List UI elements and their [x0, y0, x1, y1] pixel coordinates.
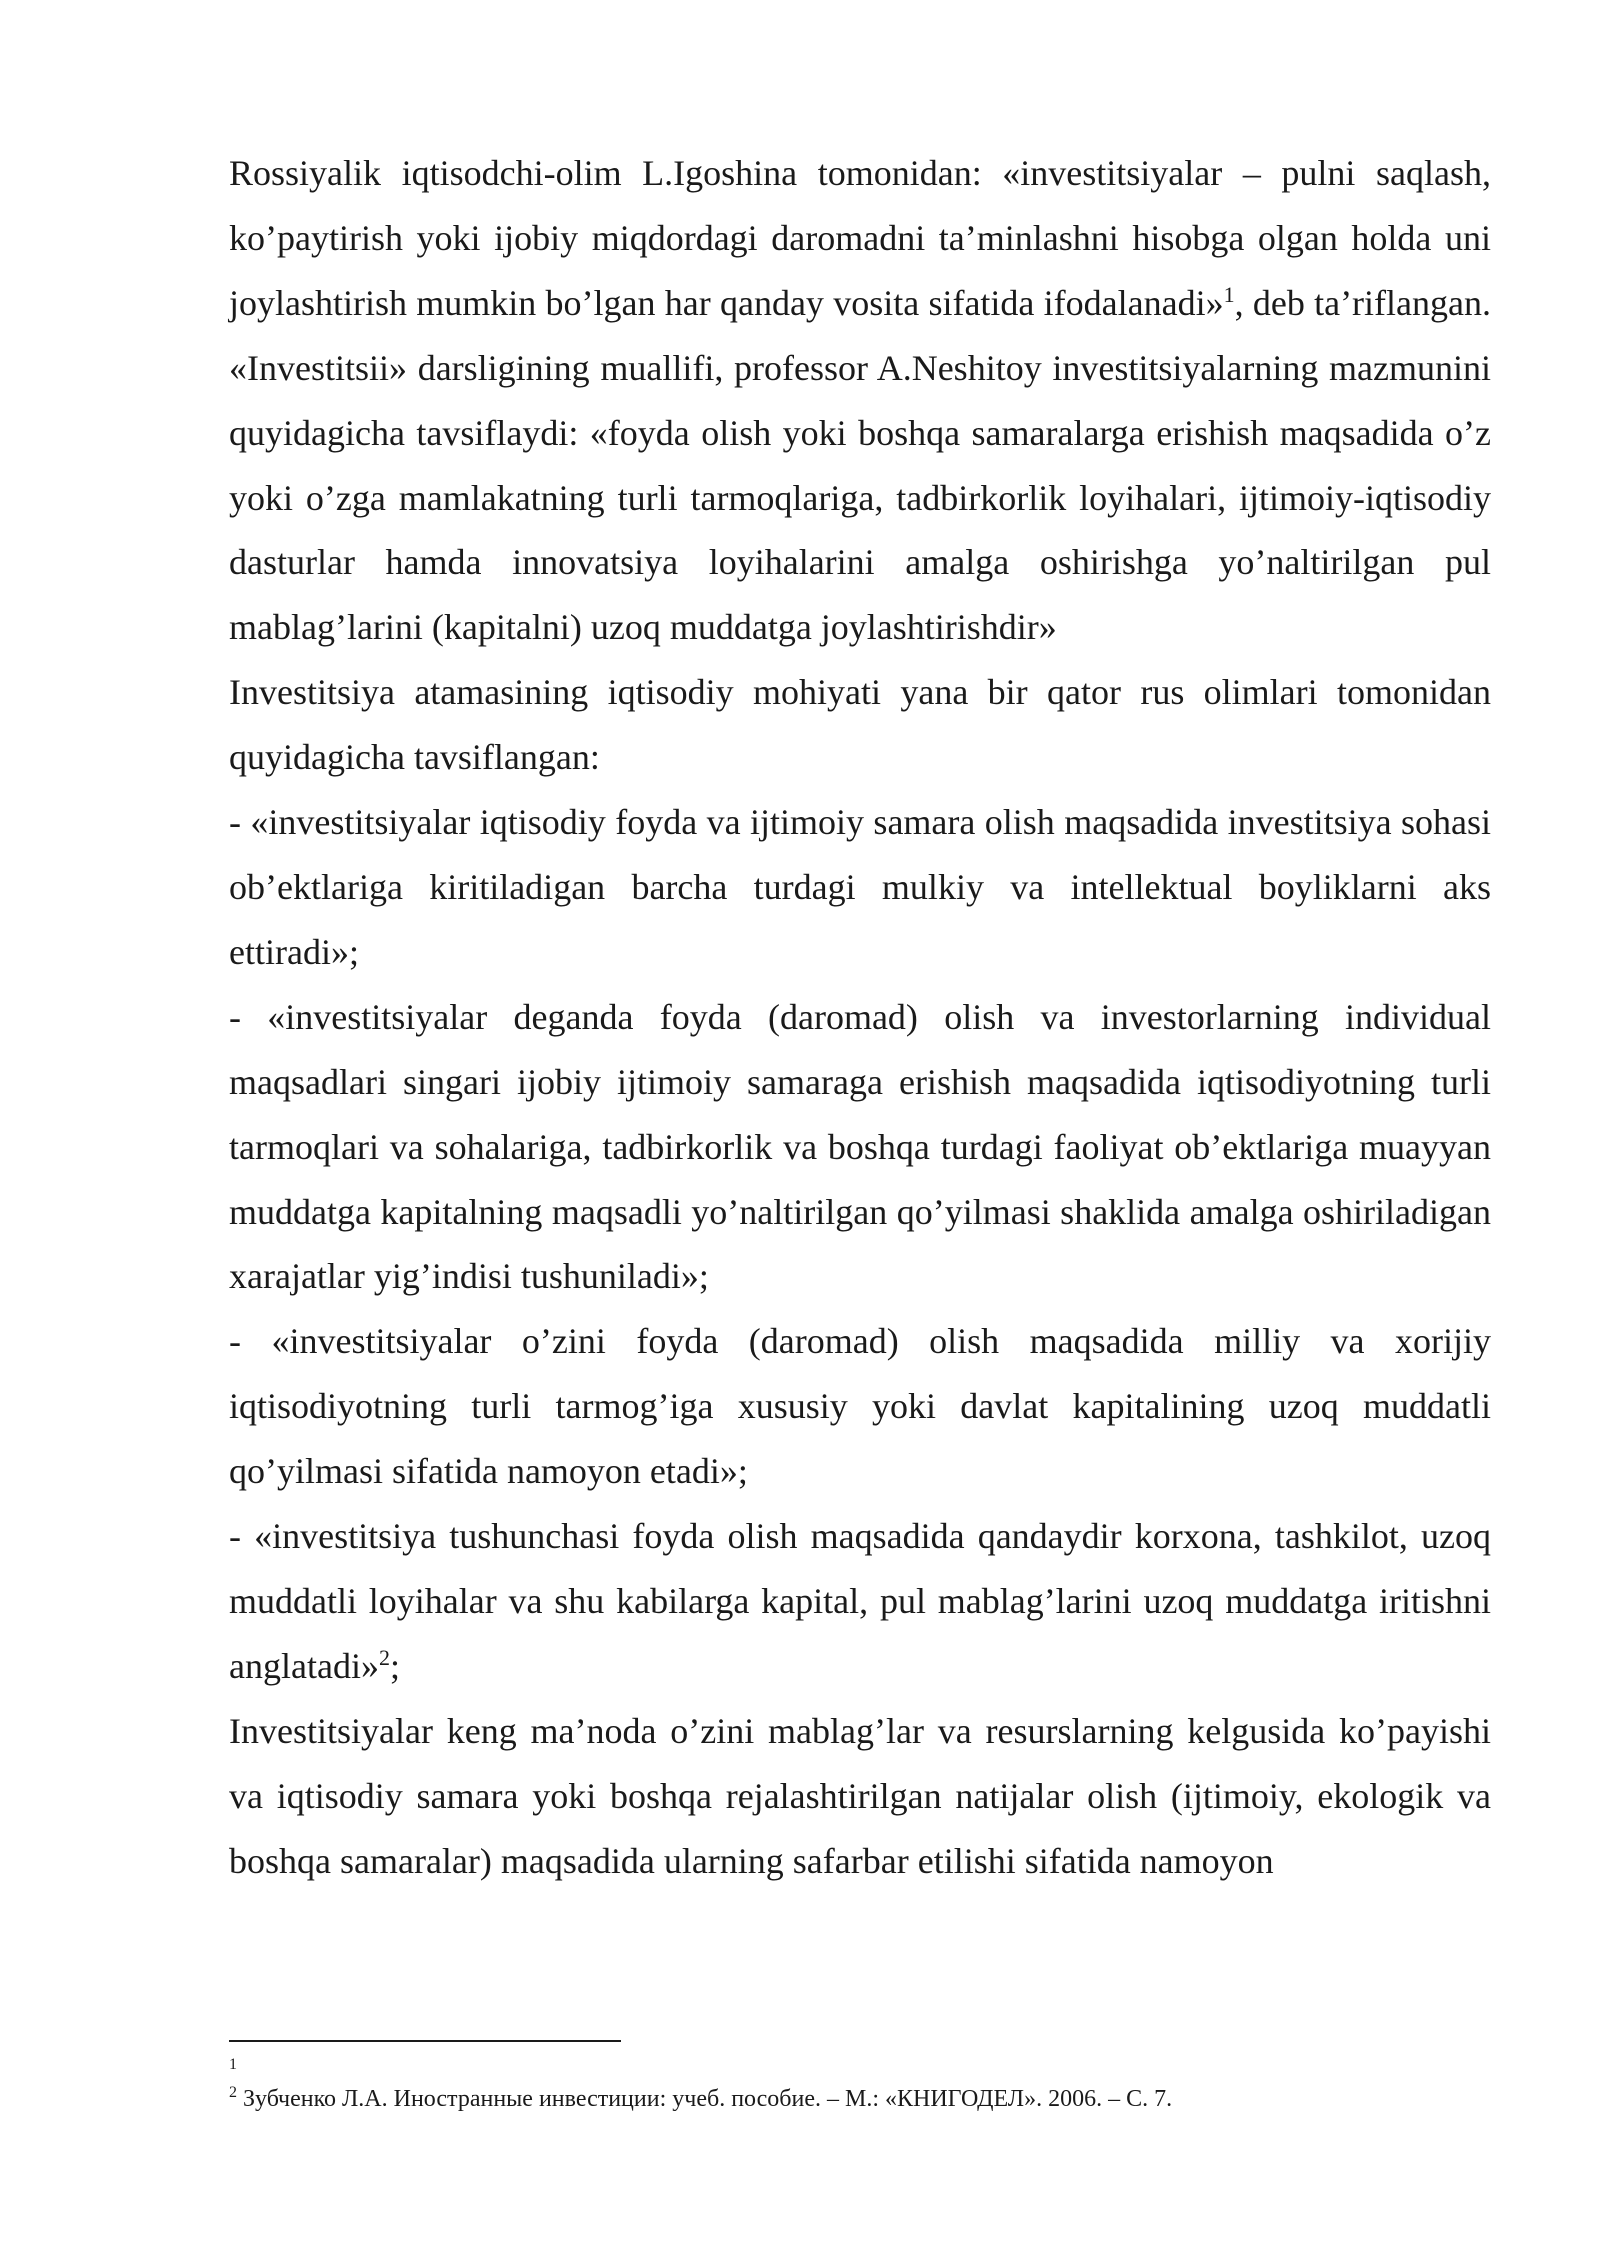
- footnote-ref-2[interactable]: 2: [378, 1644, 390, 1670]
- footnotes: [229, 2054, 1491, 2116]
- footnote-1: [229, 2054, 1491, 2082]
- footnote-text: Зубченко Л.А. Иностранные инвестиции: учеб. пособие. – М.: «КНИГОДЕЛ». 2006. – С. 7.: [237, 2086, 1173, 2112]
- list-item-definition-3: - «investitsiyalar o’zini foyda (daromad) olish maqsadida milliy va xorijiy iqtisodiyotning turli tarmog’iga xususiy yoki davlat kapitalining uzoq muddatli qo’yilmasi sifatida namoyon etadi»;: [229, 1321, 1491, 1492]
- paragraph-igoshina-definition: [229, 141, 1491, 660]
- footnote-mark: 1: [229, 2056, 237, 2073]
- footnote-mark: 2: [229, 2084, 237, 2101]
- paragraph-text-continued: , deb ta’riflangan. «Investitsii» darsligining muallifi, professor A.Neshitoy investitsiyalarning mazmunini quyidagicha tavsiflaydi: «foyda olish yoki boshqa samaralarga erishish maqsadida o’z yoki o’zga mamlakatning turli tarmoqlariga, tadbirkorlik loyihalari, ijtimoiy-iqtisodiy dasturlar hamda innovatsiya loyihalarini amalga oshirishga yo’naltirilgan pul mablag’larini (kapitalni) uzoq muddatga joylashtirishdir»: [229, 282, 1491, 648]
- footnote-ref-1[interactable]: 1: [1223, 281, 1235, 307]
- list-item-definition-1: - «investitsiyalar iqtisodiy foyda va ijtimoiy samara olish maqsadida investitsiya sohasi ob’ektlariga kiritiladigan barcha turdagi mulkiy va intellektual boyliklarni aks ettiradi»;: [229, 802, 1491, 972]
- list-item-definition-2: - «investitsiyalar deganda foyda (daromad) olish va investorlarning individual maqsadlari singari ijobiy ijtimoiy samaraga erishish maqsadida iqtisodiyotning turli tarmoqlari va sohalariga, tadbirkorlik va boshqa turdagi faoliyat ob’ektlariga muayyan muddatga kapitalning maqsadli yo’naltirilgan qo’yilmasi shaklida amalga oshiriladigan xarajatlar yig’indisi tushuniladi»;: [229, 996, 1491, 1297]
- list-item-definition-4: [229, 1504, 1491, 1699]
- paragraph-text-continued: ;: [389, 1645, 400, 1686]
- paragraph-russian-scholars-intro: Investitsiya atamasining iqtisodiy mohiyati yana bir qator rus olimlari tomonidan quyidagicha tavsiflangan:: [229, 672, 1491, 778]
- footnote-separator: [229, 2040, 621, 2042]
- paragraph-text: - «investitsiya tushunchasi foyda olish maqsadida qandaydir korxona, tashkilot, uzoq muddatli loyihalar va shu kabilarga kapital, pul mablag’larini uzoq muddatga iritishni anglatadi»: [229, 1516, 1491, 1686]
- paragraph-broad-meaning: Investitsiyalar keng ma’noda o’zini mablag’lar va resurslarning kelgusida ko’payishi va iqtisodiy samara yoki boshqa rejalashtirilgan natijalar olish (ijtimoiy, ekologik va boshqa samaralar) maqsadida ularning safarbar etilishi sifatida namoyon: [229, 1710, 1491, 1881]
- paragraph-text: Rossiyalik iqtisodchi-olim L.Igoshina tomonidan: «investitsiyalar – pulni saqlash, ko’paytirish yoki ijobiy miqdordagi daromadni ta’minlashni hisobga olgan holda uni joylashtirish mumkin bo’lgan har qanday vosita sifatida ifodalanadi»: [229, 153, 1491, 323]
- body-text: [229, 141, 1491, 1893]
- footnote-2: [229, 2082, 1491, 2116]
